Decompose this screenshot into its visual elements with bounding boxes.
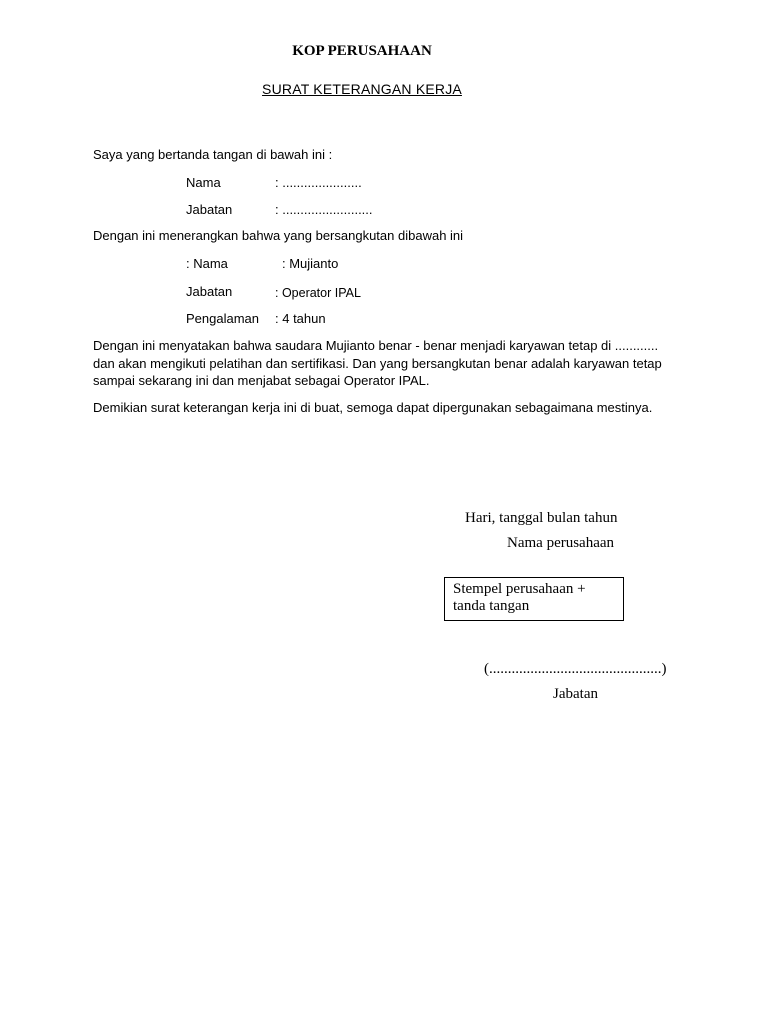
statement-body: Dengan ini menyatakan bahwa saudara Mujianto benar - benar menjadi karyawan tetap di ............ dan akan mengikuti pelatihan dan sertifikasi. Dan yang bersangkutan benar adalah karyawan tetap sampai sekarang ini dan menjabat sebagai Operator IPAL.	[93, 338, 662, 388]
signature-company-line: Nama perusahaan	[507, 535, 615, 551]
statement-intro: Dengan ini menerangkan bahwa yang bersangkutan dibawah ini	[93, 228, 464, 243]
employee-position-value: : Operator IPAL	[275, 286, 361, 300]
employee-position-label: Jabatan	[186, 284, 233, 299]
signer-position-label: Jabatan	[186, 202, 233, 217]
signer-position-value: : .........................	[275, 202, 373, 217]
document-title: SURAT KETERANGAN KERJA	[262, 81, 462, 97]
signature-date-line: Hari, tanggal bulan tahun	[465, 510, 618, 526]
employee-experience-value: : 4 tahun	[275, 311, 326, 326]
intro-text: Saya yang bertanda tangan di bawah ini :	[93, 147, 333, 162]
stamp-signature-text: Stempel perusahaan + tanda tangan	[453, 581, 586, 614]
stamp-signature-box	[444, 577, 624, 621]
employee-name-label: : Nama	[186, 256, 228, 271]
signer-name-value: : ......................	[275, 175, 362, 190]
closing-text: Demikian surat keterangan kerja ini di buat, semoga dapat dipergunakan sebagaimana mestinya.	[93, 400, 653, 415]
signature-position: Jabatan	[553, 686, 598, 702]
signer-name-label: Nama	[186, 175, 221, 190]
letterhead: KOP PERUSAHAAN	[292, 43, 432, 59]
signature-name-placeholder: (..............................................)	[484, 661, 667, 677]
employee-name-value: : Mujianto	[282, 256, 339, 271]
employee-experience-label: Pengalaman	[186, 311, 259, 326]
